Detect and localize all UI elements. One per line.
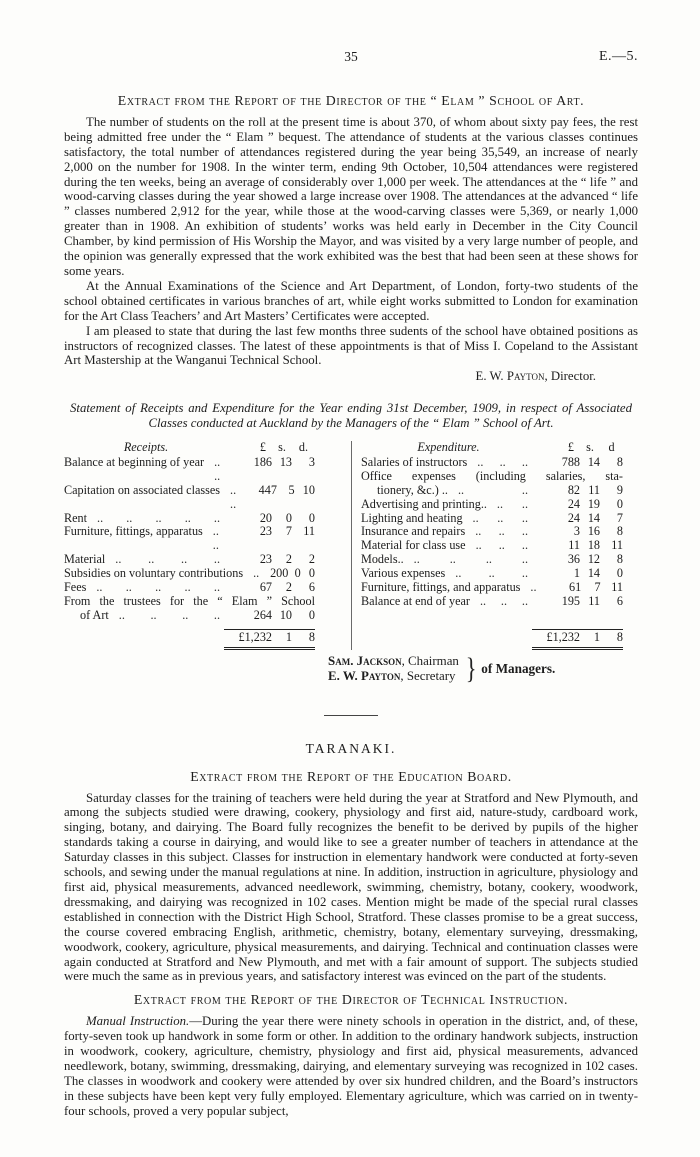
- amount-pence: 0: [616, 496, 623, 511]
- page-number: 35: [344, 49, 358, 64]
- amount-pence: 0: [308, 566, 315, 581]
- row-label: Rent: [64, 510, 88, 525]
- amount-pounds: 195: [561, 594, 580, 608]
- table-row: [64, 525, 315, 553]
- table-row: [64, 512, 315, 526]
- dot-leader: .. .. .. ..: [118, 608, 220, 622]
- managers-signature-block: [328, 651, 556, 685]
- amount-shillings: 0: [294, 566, 301, 581]
- table-row: [361, 498, 623, 512]
- amount-pounds: 200: [270, 566, 289, 581]
- row-label: Subsidies on voluntary contributions: [64, 566, 244, 581]
- row-label: Fees: [64, 580, 87, 595]
- table-row: [64, 484, 315, 512]
- amount-pence: 8: [616, 552, 623, 567]
- total-pence: 8: [308, 629, 315, 644]
- board-section-heading: Extract from the Report of the Education Board.: [190, 768, 512, 784]
- amount-shillings: 14: [587, 566, 600, 581]
- dot-leader: ..: [530, 581, 537, 595]
- amount-pounds: 23: [259, 552, 272, 567]
- table-row: [361, 525, 623, 539]
- amount-pounds: 24: [567, 496, 580, 511]
- of-managers-label: of Managers.: [481, 660, 556, 676]
- expenditure-total-row: [361, 623, 623, 650]
- pence-header: d.: [298, 440, 309, 455]
- table-row: [361, 581, 623, 595]
- pounds-header: £: [259, 440, 266, 455]
- amount-shillings: 10: [279, 607, 292, 622]
- amount-pounds: 788: [561, 454, 580, 469]
- signatory-line: [328, 669, 459, 685]
- row-label: of Art: [80, 607, 109, 622]
- paragraph-rest: —During the year there were ninety schools in operation in the district, and, of these, forty-seven took up handwork in some form or other. In addition to the ordinary handwork subjects, instruction in woodwork, cookery, agriculture, chemistry, physiology and first aid, physical measurements, advanced needlework, botany, swimming, dressmaking, dairying, and elementary surveying was recognized in 102 cases. The classes in woodwork and cookery were attended by over six hundred children, and the Board’s instructors in these subjects have been kept very fully employed. Elementary agriculture, which was carried on in twenty-four schools, proved a very popular subject,: [64, 1014, 638, 1118]
- signatory-role: , Chairman: [401, 653, 459, 668]
- amount-shillings: 11: [588, 594, 600, 608]
- dot-leader: ..: [253, 567, 260, 581]
- director-signature: [64, 369, 638, 384]
- district-title: TARANAKI.: [305, 740, 397, 756]
- paragraph-lead: Manual Instruction.: [86, 1014, 190, 1029]
- amount-pounds: 82: [567, 482, 580, 497]
- dot-leader: .. ..: [214, 455, 221, 483]
- row-label: Models..: [361, 552, 404, 567]
- receipts-rows: [64, 456, 315, 623]
- row-label: Salaries of instructors: [361, 454, 468, 469]
- total-pounds: £1,232: [546, 629, 580, 644]
- amount-shillings: 2: [285, 552, 292, 567]
- signatory-role: , Secretary: [400, 669, 456, 684]
- table-row: [361, 470, 623, 484]
- row-label: Various expenses: [361, 566, 446, 581]
- dot-leader: .. ..: [457, 483, 528, 497]
- elam-paragraph-1: The number of students on the roll at the present time is about 370, of whom about sixty pay fees, the rest being admitted free under the “ Elam ” bequest. The attendance of students at the various classes continues satisfactory, the total number of attendances registered during the year being 35,549, an increase of nearly 2,000 on the number for 1908. In the winter term, ending 9th October, 10,504 attendances were registered during the ten weeks, being an average of considerably over 1,000 per week. The attendances at the “ life ” and wood-carving classes during the year showed a large increase over 1908. The attendances at the advanced “ life ” classes numbered 2,912 for the year, while those at the wood-carving classes were 5,369, or nearly 1,000 greater than in 1908. An exhibition of students’ works was held early in December in the City Council Chamber, by kind permission of His Worship the Mayor, and was visited by a very large number of people, and the opinion was generally expressed that the work exhibited was the best that had been seen at these shows for some years.: [64, 114, 638, 278]
- signatory-names: [328, 654, 459, 685]
- amount-pence: 0: [308, 607, 315, 622]
- row-label: Balance at beginning of year: [64, 454, 205, 469]
- amount-pence: 2: [308, 552, 315, 567]
- table-row: [361, 595, 623, 609]
- receipts-header: Receipts.: [123, 440, 169, 455]
- dot-leader: .. .. ..: [475, 525, 528, 539]
- total-pounds: £1,232: [238, 629, 272, 644]
- row-label: Balance at end of year: [361, 594, 470, 608]
- elam-section-heading: Extract from the Report of the Director of the “ Elam ” School of Art.: [117, 93, 585, 108]
- expenditure-total: [532, 629, 623, 650]
- running-head: [64, 50, 638, 68]
- amount-shillings: 16: [587, 524, 600, 539]
- amount-pence: 0: [308, 510, 315, 525]
- brace-glyph: }: [465, 651, 477, 685]
- dot-leader: .. ..: [212, 525, 219, 553]
- board-paragraph: Saturday classes for the training of teachers were held during the year at Stratford and New Plymouth, and among the subjects studied were drawing, cookery, physiology and first aid, nature-study, cardboard work, singing, botany, and dairying. The Board fully recognizes the benefit to be derived by pupils of the higher standards taking a course in dairying, and would like to see a greater number of teachers in attendance at the Saturday classes in this subject. Classes for instruction in elementary handwork were conducted at forty-seven schools, and sewing under the manual regulations at nine. In addition, instruction in agriculture, physiology and first aid, physical measurements, advanced needlework, swimming, chemistry, botany, cookery, woodwork, dressmaking, and dairying was recognized in 102 cases. Mention might be made of the special rural classes established in connection with the District High School, Stratford. These classes promise to be a great success, the course covered embracing English, arithmetic, chemistry, botany, elementary surveying, dressmaking, woodwork, cookery, agriculture, physical measurements, and dairying. Technical and continuation classes were again conducted at Stratford and New Plymouth, and met with a fair amount of support. The subjects studied were much the same as in previous years, and satisfactory interest was evinced on the part of the students.: [64, 790, 638, 984]
- signatory-line: [328, 654, 459, 670]
- dot-leader: .. ..: [230, 483, 237, 511]
- table-row: [64, 609, 315, 623]
- expenditure-column: [351, 441, 638, 650]
- table-row: [361, 539, 623, 553]
- pounds-header: £: [567, 440, 574, 455]
- amount-pence: 11: [611, 538, 623, 553]
- table-row: [361, 512, 623, 526]
- amount-pounds: 11: [568, 538, 580, 553]
- amount-pounds: 186: [253, 454, 272, 469]
- amount-pounds: 20: [259, 510, 272, 525]
- elam-paragraph-3: I am pleased to state that during the last few months three sudents of the school have obtained positions as instructors of recognized classes. The latest of these appointments is that of Miss I. Copeland to the Assistant Art Mastership at the Wanganui Technical School.: [64, 323, 638, 368]
- table-row: [361, 456, 623, 470]
- total-pence: 8: [616, 629, 623, 644]
- amount-pounds: 36: [567, 552, 580, 567]
- amount-pence: 6: [308, 580, 315, 595]
- expenditure-header-row: [361, 441, 623, 455]
- amount-pence: 9: [616, 482, 623, 497]
- section-divider-rule: [324, 715, 378, 716]
- receipts-column: [64, 441, 351, 650]
- amount-shillings: 19: [587, 496, 600, 511]
- dot-leader: .. .. .. .. ..: [96, 581, 220, 595]
- shillings-header: s.: [278, 440, 286, 455]
- amount-pence: 0: [616, 566, 623, 581]
- pence-header: d: [608, 440, 615, 455]
- amount-shillings: 18: [587, 538, 600, 553]
- amount-pence: 8: [616, 454, 623, 469]
- amount-shillings: 5: [288, 482, 295, 497]
- row-label: Lighting and heating: [361, 510, 463, 525]
- dot-leader: .. .. ..: [479, 595, 528, 608]
- dot-leader: .. ..: [496, 497, 528, 511]
- row-label: Insurance and repairs: [361, 524, 466, 539]
- amount-shillings: 14: [587, 510, 600, 525]
- amount-shillings: 11: [588, 482, 600, 497]
- total-shillings: 1: [285, 629, 292, 644]
- amount-pence: 11: [303, 524, 315, 539]
- row-label: Material for class use: [361, 538, 466, 553]
- technical-paragraph: [64, 1014, 638, 1118]
- table-row: [64, 553, 315, 567]
- amount-shillings: 14: [587, 454, 600, 469]
- shillings-header: s.: [586, 440, 594, 455]
- amount-shillings: 13: [279, 454, 292, 469]
- receipts-total: [224, 629, 315, 650]
- signature-name: E. W. Payton: [475, 369, 545, 384]
- table-row: [64, 567, 315, 581]
- total-shillings: 1: [593, 629, 600, 644]
- row-label: Advertising and printing..: [361, 496, 487, 511]
- signatory-name: E. W. Payton: [328, 669, 401, 684]
- row-label: Material: [64, 552, 106, 567]
- dot-leader: .. .. .. ..: [115, 553, 220, 567]
- paper-code: E.—5.: [598, 49, 638, 64]
- amount-pounds: 23: [259, 524, 272, 539]
- technical-section-heading: Extract from the Report of the Director of Technical Instruction.: [133, 992, 569, 1008]
- row-label: Capitation on associated classes: [64, 482, 221, 497]
- table-row: [361, 567, 623, 581]
- receipts-expenditure-table: [64, 441, 638, 650]
- amount-shillings: 7: [285, 524, 292, 539]
- signatory-name: Sam. Jackson: [328, 653, 402, 668]
- row-label: tionery, &c.) ..: [377, 482, 448, 497]
- dot-leader: .. .. ..: [477, 455, 528, 469]
- row-label: From the trustees for the “ Elam ” School: [64, 594, 315, 608]
- receipts-header-row: [64, 441, 315, 455]
- row-label: Furniture, fittings, apparatus: [64, 524, 203, 539]
- table-row: [361, 484, 623, 498]
- amount-pounds: 264: [253, 607, 272, 622]
- expenditure-rows: [361, 456, 623, 609]
- expenditure-header: Expenditure.: [417, 440, 480, 455]
- statement-title: Statement of Receipts and Expenditure for the Year ending 31st December, 1909, in respect of Associated Classes conducted at Auckland by the Managers of the “ Elam ” School of Art.: [70, 401, 632, 431]
- amount-pence: 11: [611, 580, 623, 595]
- amount-pence: 7: [616, 510, 623, 525]
- row-label: Office expenses (including salaries, sta-: [361, 468, 623, 483]
- amount-pounds: 3: [573, 524, 580, 539]
- amount-shillings: 12: [587, 552, 600, 567]
- amount-pence: 8: [616, 524, 623, 539]
- amount-pounds: 24: [567, 510, 580, 525]
- table-row: [64, 581, 315, 595]
- amount-shillings: 7: [594, 580, 601, 595]
- dot-leader: .. .. ..: [475, 539, 528, 553]
- amount-shillings: 2: [285, 580, 292, 595]
- amount-pounds: 1: [573, 566, 580, 581]
- dot-leader: .. .. ..: [472, 511, 528, 525]
- amount-pence: 10: [302, 482, 315, 497]
- table-row: [64, 456, 315, 484]
- table-row: [361, 553, 623, 567]
- amount-pence: 6: [616, 594, 623, 608]
- amount-shillings: 0: [285, 510, 292, 525]
- amount-pence: 3: [308, 454, 315, 469]
- dot-leader: .. .. .. .. ..: [97, 511, 220, 525]
- elam-paragraph-2: At the Annual Examinations of the Science and Art Department, of London, forty-two students of the school obtained certificates in various branches of art, while eight works submitted to London for examination for the Art Class Teachers’ and Art Masters’ Certificates were accepted.: [64, 278, 638, 323]
- signature-title: , Director.: [544, 369, 596, 384]
- dot-leader: .. .. ..: [455, 567, 528, 581]
- receipts-total-row: [64, 623, 315, 650]
- table-row: [64, 595, 315, 609]
- dot-leader: .. .. .. ..: [413, 553, 528, 567]
- amount-pounds: 67: [259, 580, 272, 595]
- amount-pounds: 61: [569, 580, 582, 595]
- row-label: Furniture, fittings, and apparatus: [361, 580, 521, 595]
- amount-pounds: 447: [258, 482, 277, 497]
